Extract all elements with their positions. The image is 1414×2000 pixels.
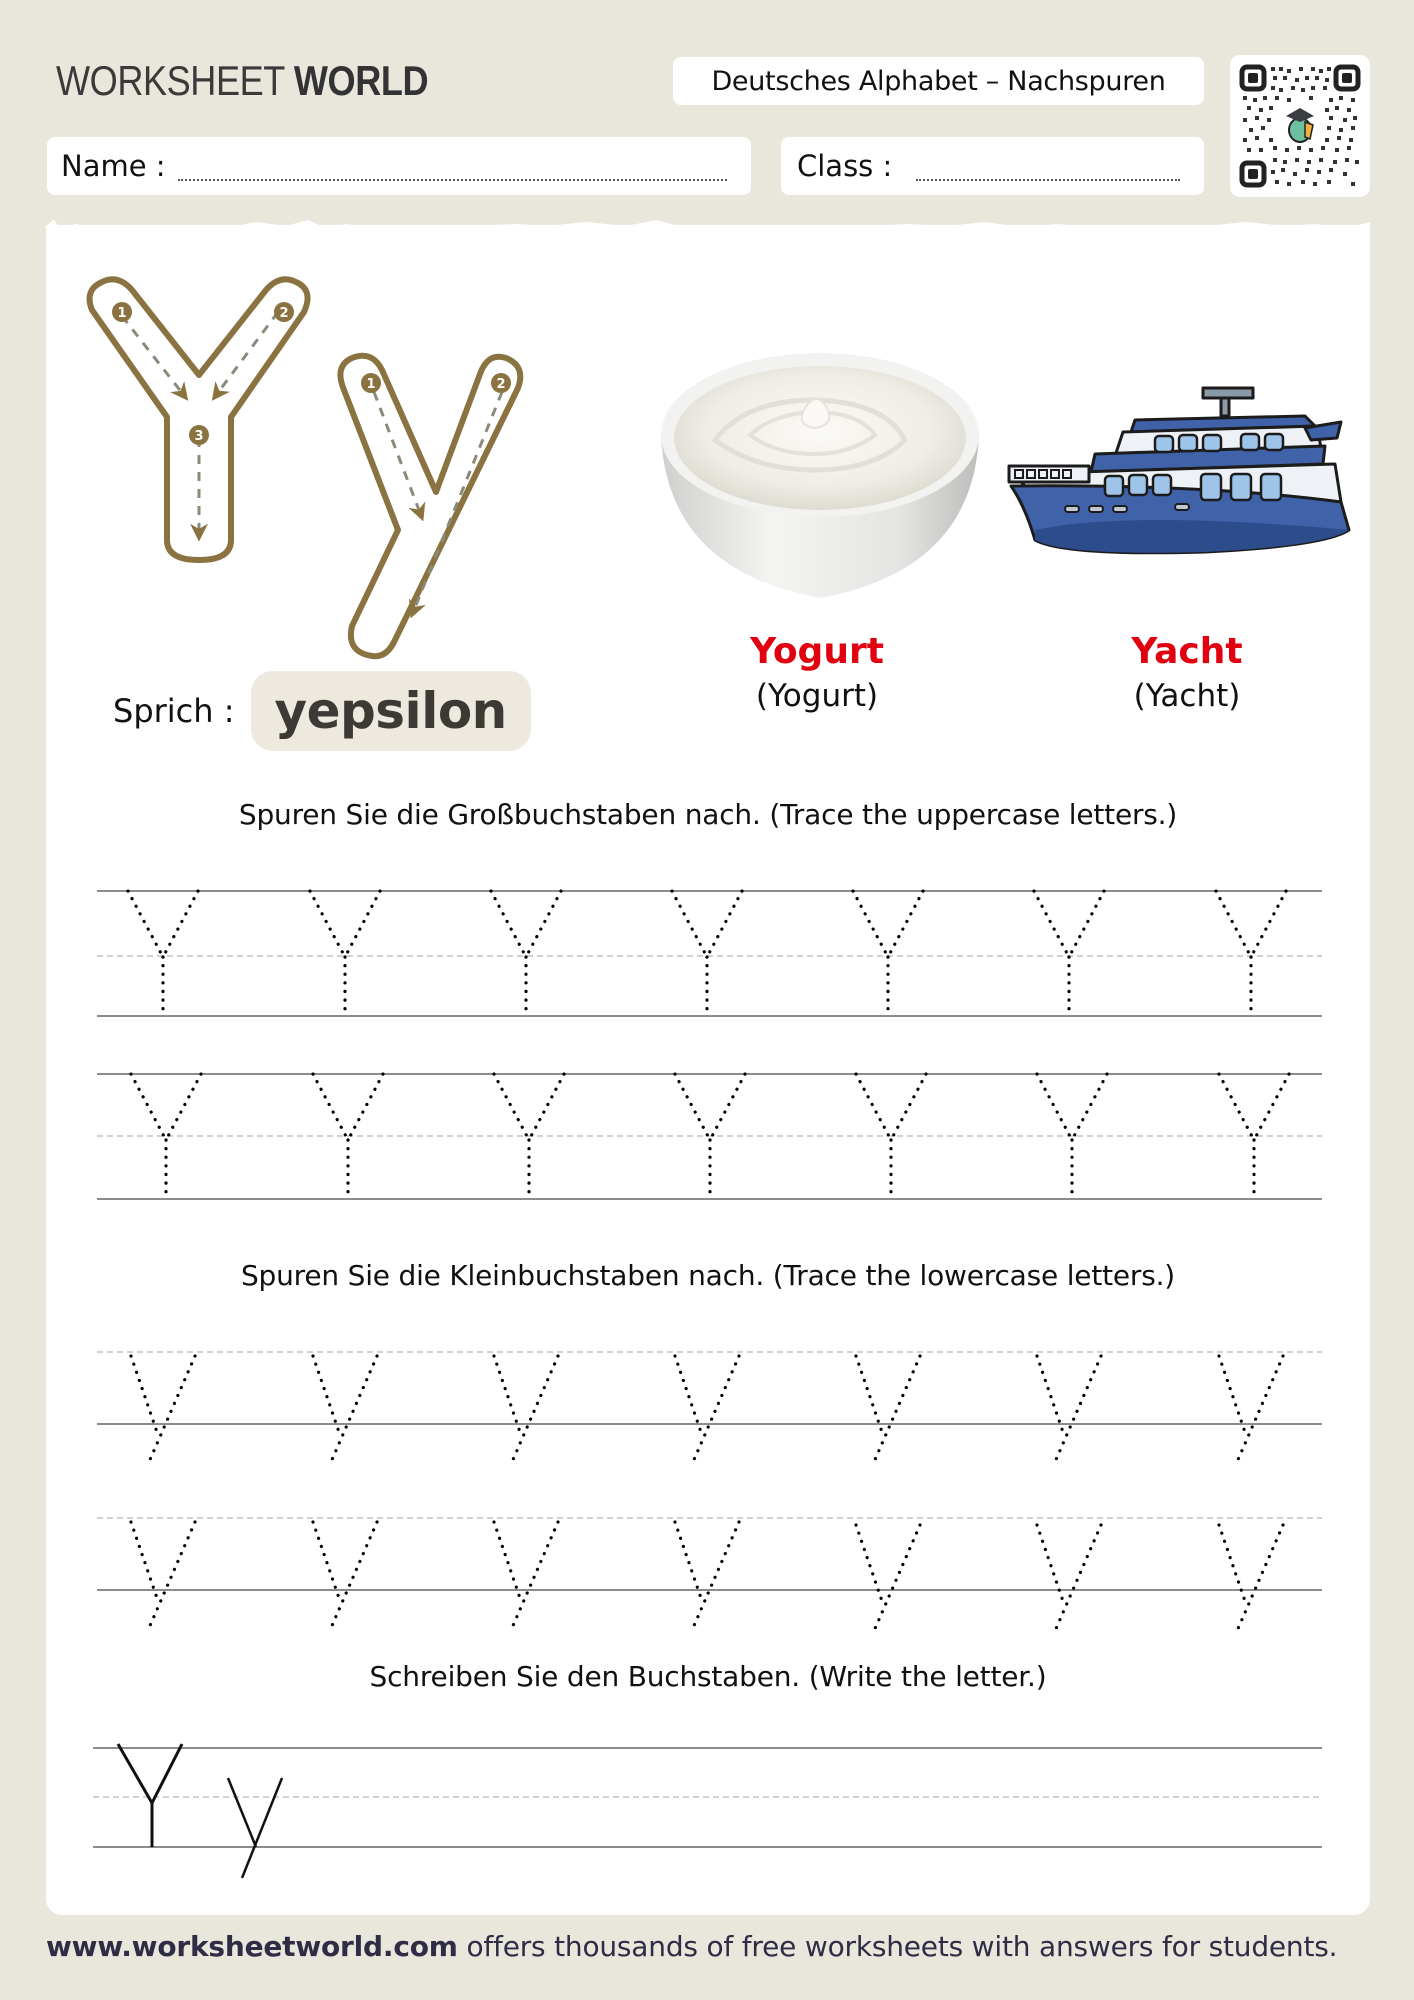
yogurt-bowl-image [655,330,985,605]
pronunciation [113,670,531,752]
write-instruction: Schreiben Sie den Buchstaben. (Write the letter.) [369,1660,1047,1693]
example-translation: (Yogurt) [755,678,879,714]
example-word: Yogurt [750,631,884,672]
class-field[interactable] [781,137,1204,195]
example-word-yogurt [667,630,967,718]
name-label: Name : [61,149,166,183]
svg-text:1: 1 [117,306,127,321]
uppercase-y-outline [90,279,308,560]
svg-text:2: 2 [496,377,506,392]
worksheet-title-text: Deutsches Alphabet – Nachspuren [711,65,1166,97]
logo [48,46,468,116]
svg-text:1: 1 [366,377,376,392]
qr-code-icon [1239,64,1361,188]
example-translation: (Yacht) [1133,678,1241,714]
uppercase-instruction: Spuren Sie die Großbuchstaben nach. (Trace the uppercase letters.) [238,798,1178,831]
yacht-image [1005,380,1355,560]
class-input-line[interactable] [916,179,1180,181]
footer-site-link[interactable]: www.worksheetworld.com [46,1930,458,1963]
letter-stroke-guide [82,270,552,660]
torn-paper-edge [46,214,1370,238]
class-label: Class : [797,149,893,183]
svg-text:2: 2 [279,306,289,321]
name-field[interactable] [47,137,751,195]
name-input-line[interactable] [178,179,727,181]
logo-text: WORKSHEET WORLD [56,57,429,104]
pronunciation-label: Sprich : [113,692,235,730]
lowercase-instruction: Spuren Sie die Kleinbuchstaben nach. (Trace the lowercase letters.) [240,1259,1176,1292]
pronunciation-value: yepsilon [251,671,531,751]
footer-text: offers thousands of free worksheets with answers for students. [457,1930,1338,1963]
worksheet-title [673,57,1204,105]
example-word-yacht [1037,630,1337,718]
footer [46,1930,1337,1963]
lowercase-y-outline [340,356,520,657]
qr-code[interactable] [1230,55,1370,197]
example-word: Yacht [1131,631,1243,672]
svg-text:3: 3 [194,429,204,444]
